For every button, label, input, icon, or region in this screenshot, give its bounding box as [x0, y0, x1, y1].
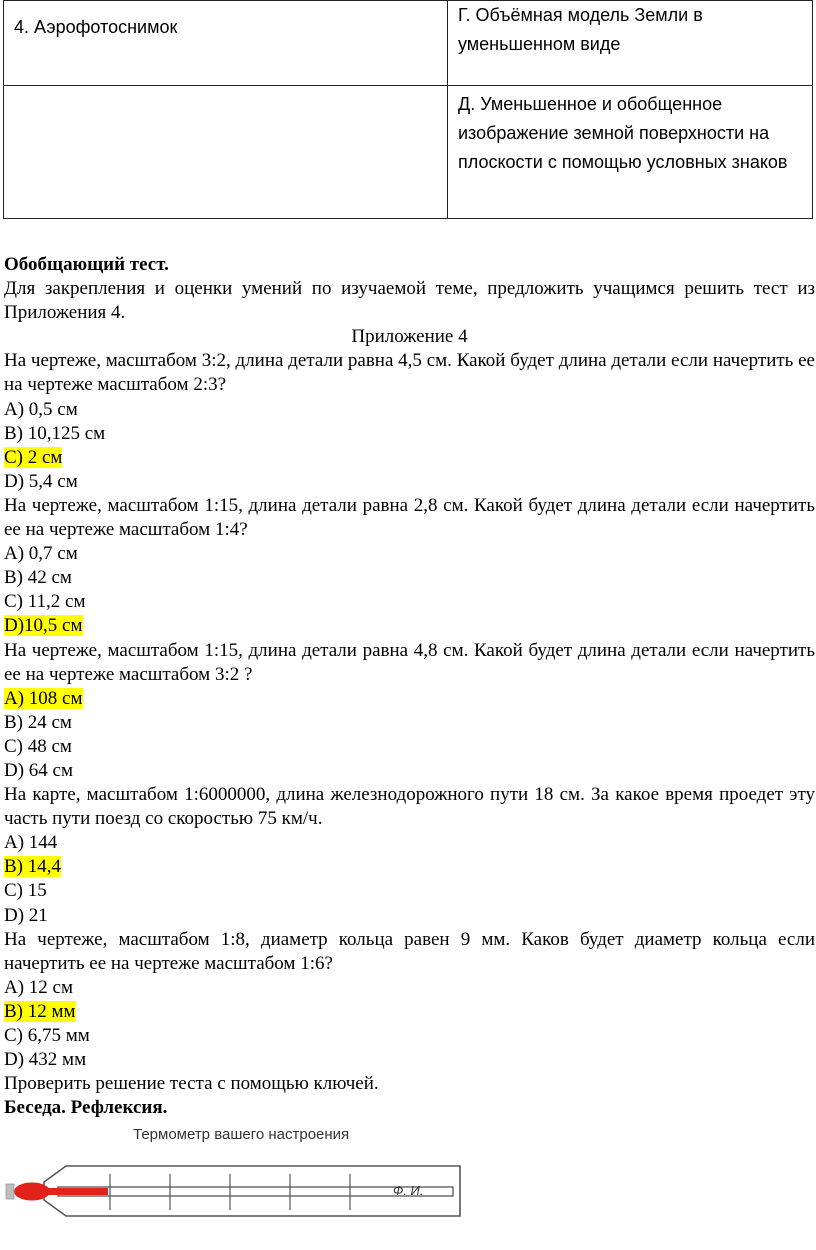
name-label: Ф. И. [393, 1183, 424, 1198]
answer-option [4, 711, 815, 735]
answer-option [4, 831, 815, 855]
question-text: На чертеже, масштабом 1:15, длина детали равна 2,8 см. Какой будет длина детали если начертить ее на чертеже масштабом 1:4? [4, 494, 815, 541]
correct-answer-highlight: D)10,5 см [4, 615, 83, 637]
answer-option [4, 687, 815, 711]
answer-option-label: A) 12 см [4, 976, 74, 998]
answer-option-label: A) 0,5 см [4, 398, 78, 420]
answer-option-label: A) 0,7 см [4, 543, 78, 565]
thermometer-title: Термометр вашего настроения [133, 1126, 350, 1143]
document-body [4, 253, 815, 1120]
answer-option [4, 879, 815, 903]
correct-answer-highlight: B) 14,4 [4, 856, 61, 878]
answer-option-label: C) 48 см [4, 735, 72, 757]
answer-option-label: D) 5,4 см [4, 470, 78, 492]
appendix-title: Приложение 4 [351, 326, 468, 348]
answer-option [4, 446, 815, 470]
answer-option-label: C) 15 [4, 880, 47, 902]
section-heading: Беседа. Рефлексия. [4, 1097, 168, 1119]
answer-option [4, 1048, 815, 1072]
question-text: На чертеже, масштабом 3:2, длина детали равна 4,5 см. Какой будет длина детали если начертить ее на чертеже масштабом 2:3? [4, 350, 815, 396]
answer-option [4, 1024, 815, 1048]
check-instruction: Проверить решение теста с помощью ключей. [4, 1073, 379, 1095]
question-text: На чертеже, масштабом 1:15, длина детали равна 4,8 см. Какой будет длина детали если начертить ее на чертеже масштабом 3:2 ? [4, 639, 815, 685]
section-heading: Обобщающий тест. [4, 254, 169, 275]
answer-option [4, 759, 815, 783]
answer-option-label: D) 432 мм [4, 1049, 87, 1071]
answer-option-label: C) 6,75 мм [4, 1025, 90, 1046]
answer-option [4, 398, 815, 422]
matching-table [3, 0, 813, 219]
table-cell: Г. Объёмная модель Земли в уменьшенном виде [448, 1, 813, 86]
answer-option-label: B) 42 см [4, 567, 72, 589]
intro-paragraph: Для закрепления и оценки умений по изучаемой теме, предложить учащимся решить тест из Приложения 4. [4, 278, 815, 324]
table-cell: 4. Аэрофотоснимок [4, 1, 448, 86]
answer-option [4, 542, 815, 566]
answer-option-label: B) 24 см [4, 711, 72, 733]
answer-option [4, 590, 815, 614]
question-text: На карте, масштабом 1:6000000, длина железнодорожного пути 18 см. За какое время проедет эту часть пути поезд со скоростью 75 км/ч. [4, 784, 815, 830]
correct-answer-highlight: B) 12 мм [4, 1000, 76, 1022]
table-row [4, 1, 813, 86]
answer-option [4, 735, 815, 759]
answer-option [4, 1000, 815, 1024]
table-cell: Д. Уменьшенное и обобщенное изображение земной поверхности на плоскости с помощью условных знаков [448, 86, 813, 219]
table-row [4, 86, 813, 219]
answer-option-label: D) 21 [4, 904, 48, 926]
test-questions [4, 349, 815, 1072]
question-text: На чертеже, масштабом 1:8, диаметр кольца равен 9 мм. Каков будет диаметр кольца если начертить ее на чертеже масштабом 1:6? [4, 928, 815, 974]
answer-option-label: D) 64 см [4, 759, 74, 781]
answer-option [4, 566, 815, 590]
answer-option [4, 904, 815, 928]
answer-option [4, 976, 815, 1000]
mood-thermometer-figure [0, 1118, 816, 1250]
answer-option [4, 422, 815, 446]
table-cell [4, 86, 448, 219]
correct-answer-highlight: C) 2 см [4, 446, 63, 468]
answer-option [4, 614, 815, 638]
answer-option [4, 470, 815, 494]
answer-option [4, 855, 815, 879]
answer-option-label: B) 10,125 см [4, 422, 106, 444]
correct-answer-highlight: A) 108 см [4, 687, 83, 709]
answer-option-label: C) 11,2 см [4, 591, 86, 613]
answer-option-label: A) 144 [4, 832, 58, 854]
